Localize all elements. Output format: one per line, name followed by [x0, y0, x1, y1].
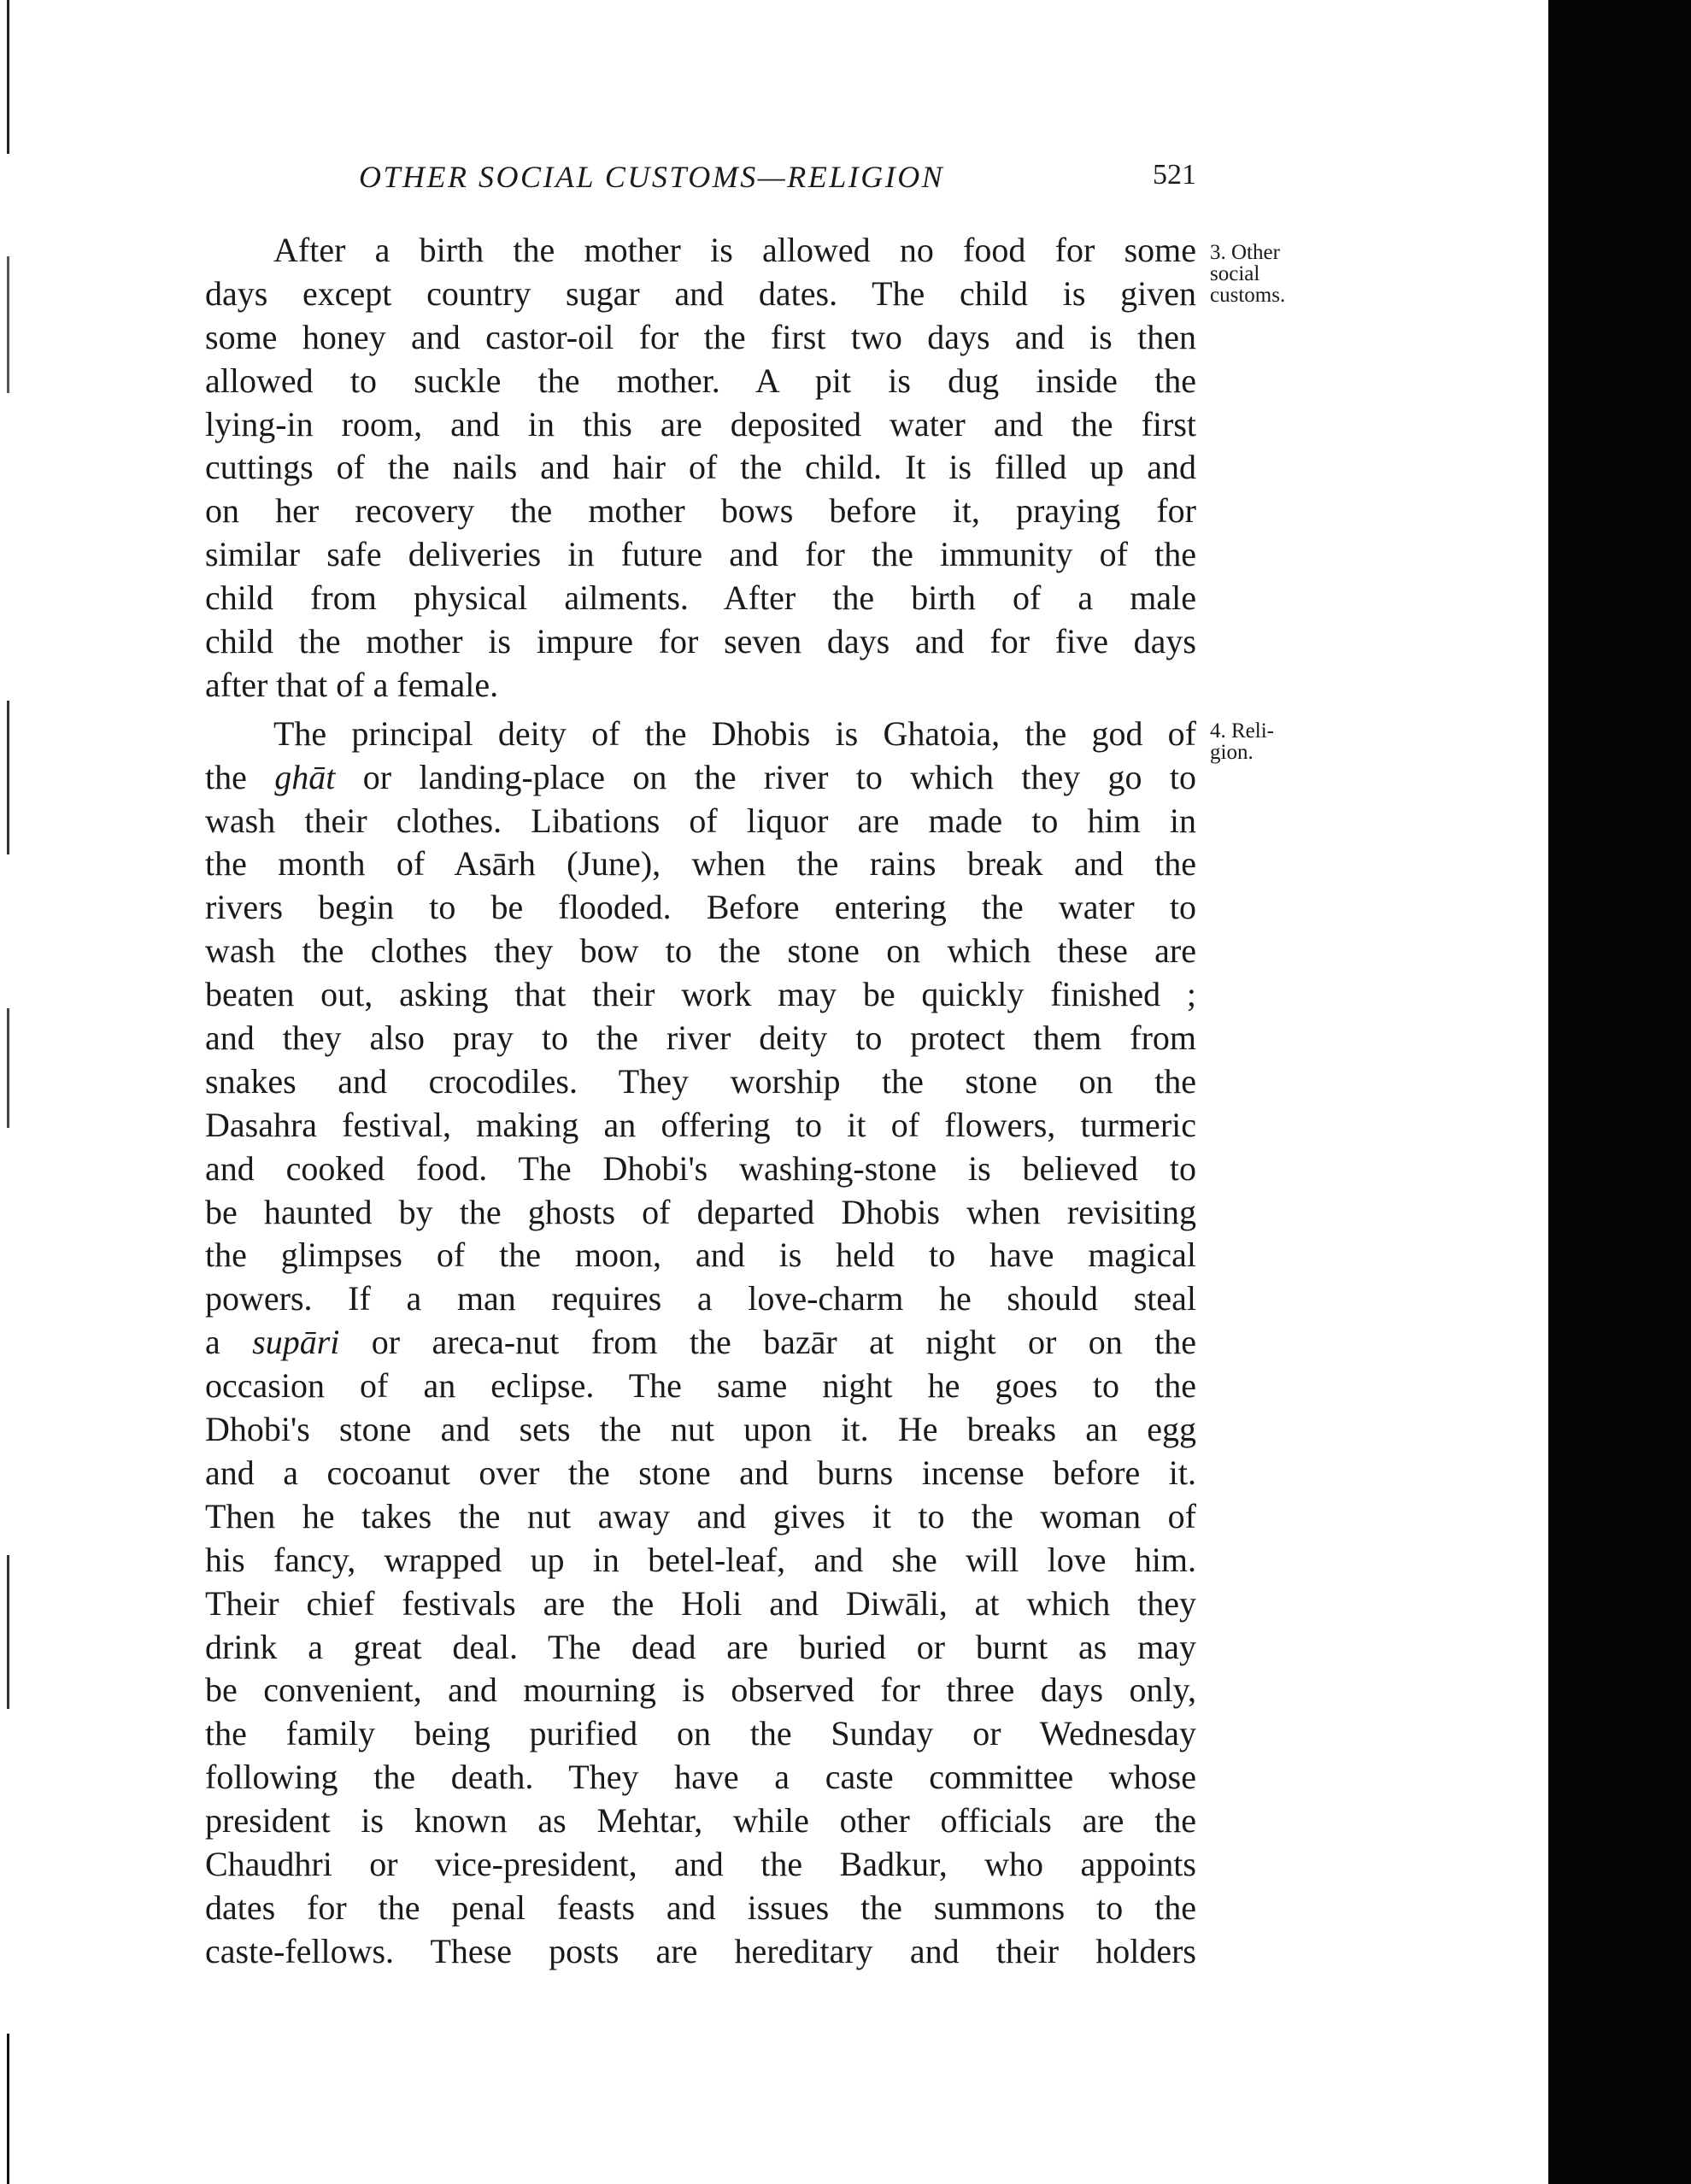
text-line: the glimpses of the moon, and is held to have magical — [205, 1236, 1196, 1275]
text-line: be convenient, and mourning is observed for three days only, — [205, 1670, 1196, 1710]
text-line: rivers begin to be flooded. Before entering the water to — [205, 888, 1196, 927]
text-line: dates for the penal feasts and issues the summons to the — [205, 1888, 1196, 1927]
italic-term-supari: supāri — [252, 1323, 340, 1362]
italic-term-ghat: ghāt — [274, 757, 336, 796]
margin-note-line: gion. — [1210, 741, 1254, 764]
text-line: the month of Asārh (June), when the rains break and the — [205, 844, 1196, 884]
margin-note-line: customs. — [1210, 284, 1286, 307]
text-line: and cooked food. The Dhobi's washing-stone is believed to — [205, 1148, 1196, 1188]
text-run: or areca-nut from the bazār at night or on the — [339, 1323, 1196, 1362]
text-line: occasion of an eclipse. The same night he goes to the — [205, 1366, 1196, 1406]
text-line: after that of a female. — [205, 665, 499, 704]
text-line: child from physical ailments. After the birth of a male — [205, 578, 1196, 618]
text-line: following the death. They have a caste committee whose — [205, 1758, 1196, 1797]
margin-note-line: 4. Reli- — [1210, 719, 1274, 743]
text-run: the — [205, 757, 275, 796]
text-line: The principal deity of the Dhobis is Ghatoia, the god of — [273, 713, 1196, 753]
text-line: Dhobi's stone and sets the nut upon it. He breaks an egg — [205, 1410, 1196, 1449]
scan-left-edge — [7, 0, 9, 2184]
text-line: president is known as Mehtar, while other officials are the — [205, 1801, 1196, 1841]
text-line: on her recovery the mother bows before it, praying for — [205, 491, 1196, 531]
text-line: snakes and crocodiles. They worship the stone on the — [205, 1061, 1196, 1101]
text-line: and they also pray to the river deity to protect them from — [205, 1019, 1196, 1058]
text-line: powers. If a man requires a love-charm he should steal — [205, 1279, 1196, 1318]
body-text — [205, 229, 1196, 1974]
running-head — [359, 159, 1196, 202]
text-run: a — [205, 1323, 253, 1362]
text-line: child the mother is impure for seven days and for five days — [205, 622, 1196, 661]
text-line: some honey and castor-oil for the first two days and is then — [205, 317, 1196, 356]
page-number: 521 — [1153, 159, 1196, 191]
text-run: or landing-place on the river to which they go to — [335, 757, 1196, 796]
text-line: lying-in room, and in this are deposited water and the first — [205, 404, 1196, 443]
text-line: Chaudhri or vice-president, and the Badkur, who appoints — [205, 1844, 1196, 1883]
scan-edge-band — [1548, 0, 1691, 2184]
margin-note-social-customs — [1210, 242, 1285, 306]
text-line: and a cocoanut over the stone and burns incense before it. — [205, 1453, 1196, 1492]
paragraph-religion — [205, 713, 1196, 1974]
text-line: caste-fellows. These posts are hereditary and their holders — [205, 1931, 1196, 1970]
text-line: the family being purified on the Sunday or Wednesday — [205, 1714, 1196, 1753]
margin-note-line: social — [1210, 262, 1260, 285]
text-line: drink a great deal. The dead are buried or burnt as may — [205, 1627, 1196, 1666]
margin-note-line: 3. Other — [1210, 241, 1280, 264]
text-line: allowed to suckle the mother. A pit is dug inside the — [205, 361, 1196, 400]
text-line: Then he takes the nut away and gives it to the woman of — [205, 1496, 1196, 1535]
text-line: beaten out, asking that their work may be quickly finished ; — [205, 975, 1196, 1014]
text-line: wash the clothes they bow to the stone on which these are — [205, 931, 1196, 971]
text-line-with-italic — [205, 1321, 1196, 1365]
text-line: wash their clothes. Libations of liquor are made to him in — [205, 801, 1196, 840]
text-line: Dasahra festival, making an offering to it of flowers, turmeric — [205, 1105, 1196, 1144]
text-line: similar safe deliveries in future and for the immunity of the — [205, 535, 1196, 574]
text-line-with-italic — [205, 756, 1196, 800]
text-line: his fancy, wrapped up in betel-leaf, and she will love him. — [205, 1540, 1196, 1579]
paragraph-birth-customs — [205, 229, 1196, 707]
text-line: days except country sugar and dates. The child is given — [205, 273, 1196, 313]
text-line: be haunted by the ghosts of departed Dhobis when revisiting — [205, 1192, 1196, 1231]
text-line: cuttings of the nails and hair of the child. It is filled up and — [205, 448, 1196, 487]
running-title: OTHER SOCIAL CUSTOMS—RELIGION — [359, 160, 945, 194]
margin-note-religion — [1210, 720, 1274, 763]
text-line: After a birth the mother is allowed no food for some — [273, 231, 1196, 269]
text-line: Their chief festivals are the Holi and Diwāli, at which they — [205, 1583, 1196, 1623]
